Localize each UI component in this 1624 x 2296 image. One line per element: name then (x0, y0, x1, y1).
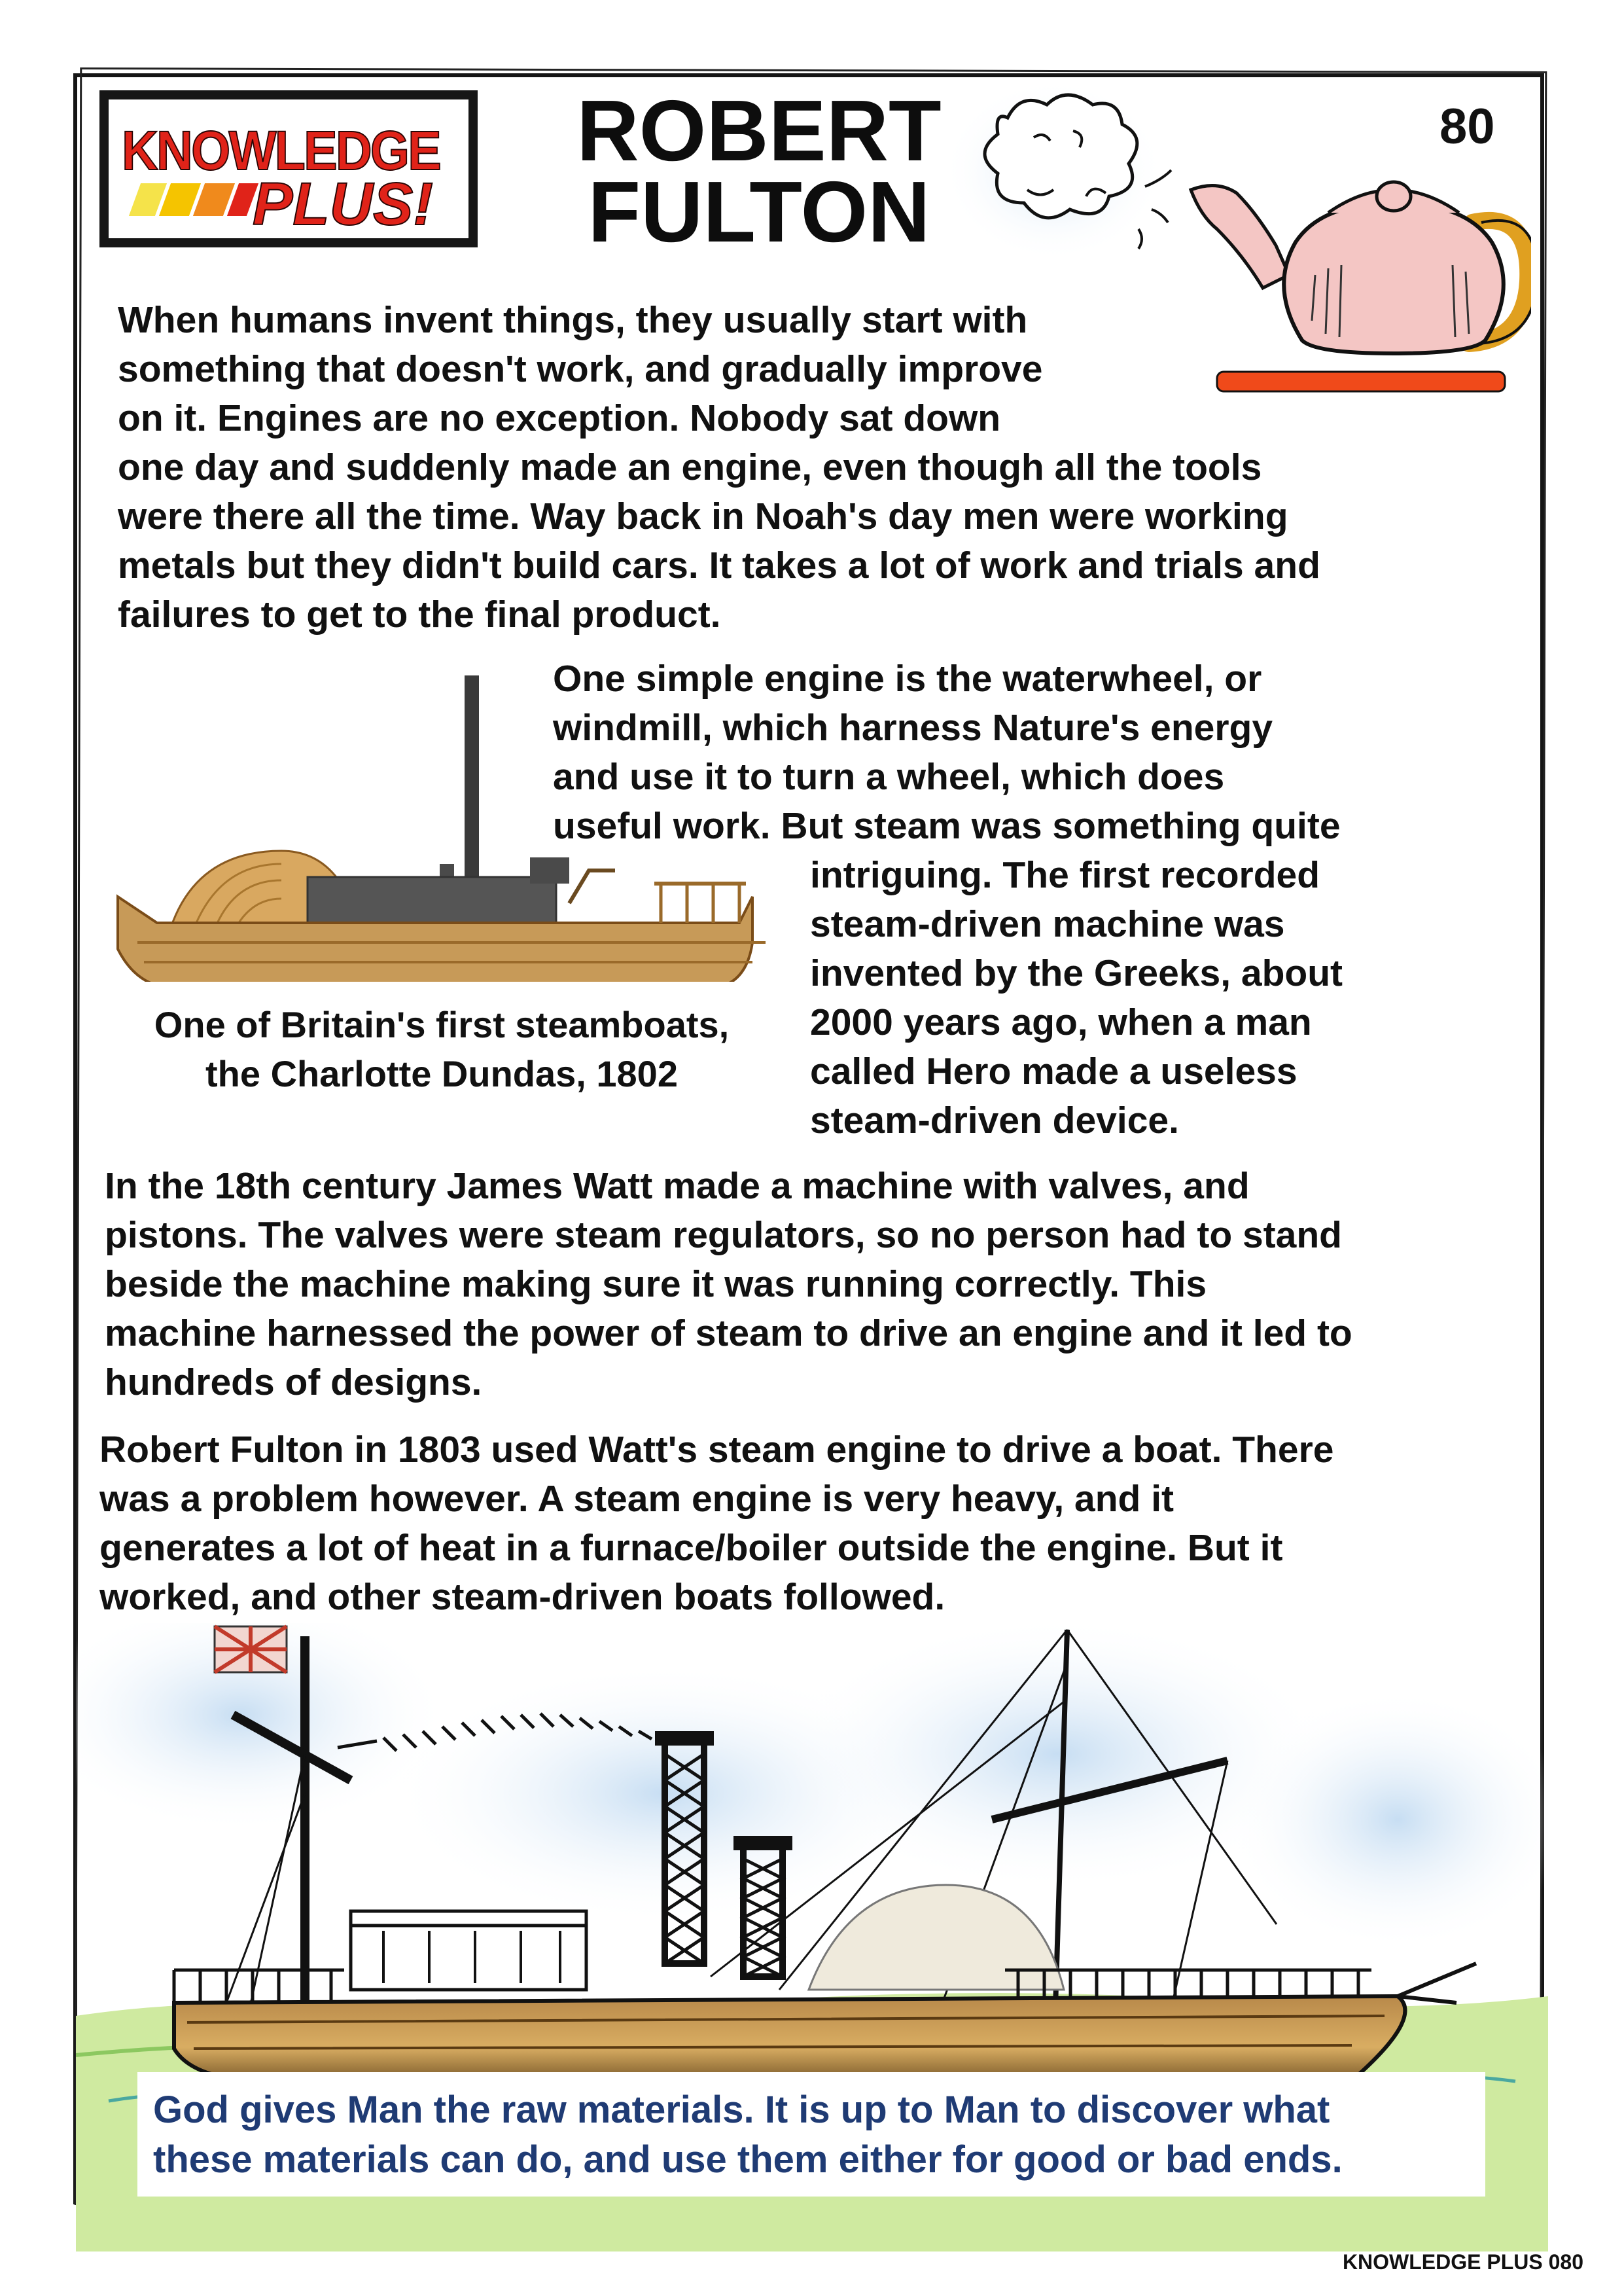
teapot-trivet (1217, 372, 1505, 391)
paragraph-intro: When humans invent things, they usually start with something that doesn't work, and gradually improve on it. Engines are no exception. Nobody sat down (118, 299, 1043, 439)
moral-box (137, 2072, 1485, 2197)
logo-text-plus: PLUS! (253, 171, 433, 238)
steamboat-caption: One of Britain's first steamboats, the Charlotte Dundas, 1802 (154, 1004, 730, 1094)
page-number: 80 (1439, 99, 1495, 154)
knowledge-plus-logo (99, 90, 478, 247)
title-line-2: FULTON (588, 164, 930, 260)
paddle-box (809, 1885, 1064, 1990)
paragraph-james-watt: In the 18th century James Watt made a machine with valves, and pistons. The valves were steam regulators, so no person had to stand beside the machine making sure it was running correctly. This machine harnessed the power of steam to drive an engine and it led to hundreds of designs. (105, 1165, 1352, 1403)
paragraph-engines-part-2: intriguing. The first recorded steam-driven machine was invented by the Greeks, about 2000 years ago, when a man called Hero made a useless steam-driven device. (810, 854, 1343, 1141)
logo-text-knowledge: KNOWLEDGE (122, 120, 440, 181)
teapot-body (1284, 203, 1504, 353)
deckhouse (351, 1918, 586, 1990)
paragraph-robert-fulton: Robert Fulton in 1803 used Watt's steam engine to drive a boat. There was a problem however. A steam engine is very heavy, and it generates a lot of heat in a furnace/boiler outside the engine. But it worked, and other steam-driven boats followed. (99, 1429, 1334, 1618)
page-footer: KNOWLEDGE PLUS 080 (1342, 2250, 1583, 2274)
steamer-hull (174, 1996, 1405, 2081)
teapot-spout (1191, 186, 1289, 288)
moral-text: God gives Man the raw materials. It is up to Man to discover what these materials can do, and use them either for good or bad ends. (153, 2089, 1343, 2181)
paragraph-engines-part-1: One simple engine is the waterwheel, or windmill, which harness Nature's energy and use it to turn a wheel, which does useful work. But steam was something quite (553, 658, 1341, 847)
paragraph-intro-continued: one day and suddenly made an engine, even though all the tools were there all the time. Way back in Noah's day men were working metals but they didn't build cars. It takes a lot of work and trials and failures to get to the final product. (118, 446, 1320, 636)
page-title (563, 82, 955, 260)
title-line-1: ROBERT (576, 82, 942, 179)
steamboat-funnel (465, 675, 479, 891)
logo-panel (109, 99, 468, 238)
